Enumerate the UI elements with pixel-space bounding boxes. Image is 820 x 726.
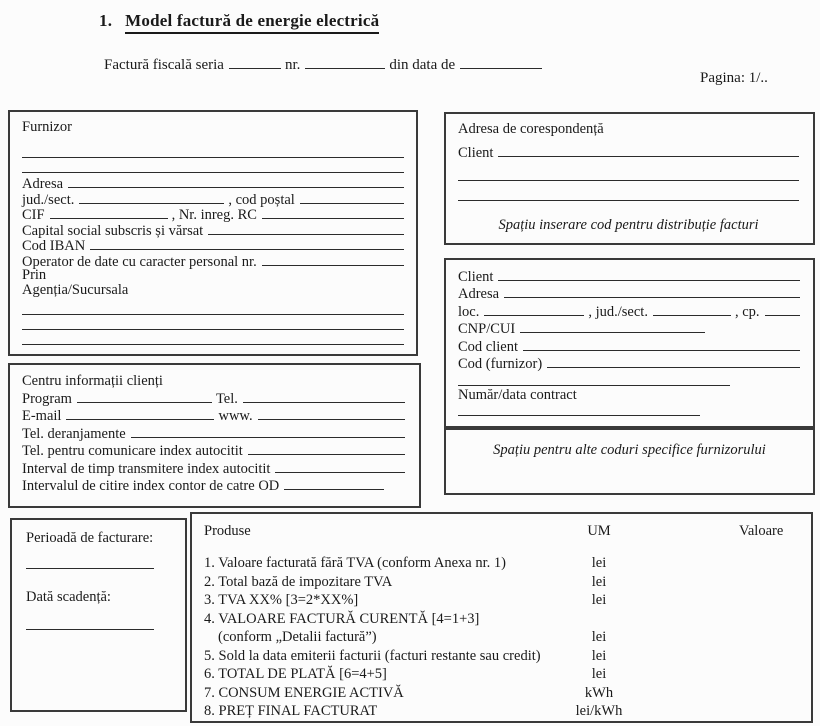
field-label: Perioadă de facturare:: [26, 530, 154, 546]
produse-row: [204, 629, 799, 648]
blank-underline: [284, 476, 384, 490]
blank-underline: [22, 316, 404, 330]
perioada-box-content: [12, 520, 185, 710]
adresa-corespondenta-box: [444, 112, 815, 245]
field-label: Client: [458, 144, 494, 161]
form-line: [22, 144, 404, 159]
form-line: [458, 284, 800, 301]
form-line: [458, 319, 800, 336]
form-line: [26, 589, 171, 605]
form-line: [458, 402, 800, 417]
produse-row-um: lei: [591, 666, 607, 682]
valoare-header: Valoare: [739, 523, 784, 539]
blank-underline: [22, 159, 404, 173]
field-label: din data de: [389, 57, 456, 73]
field-label: Furnizor: [22, 119, 72, 135]
form-line: [22, 301, 404, 316]
spacer: [26, 548, 171, 555]
client-box-content: [446, 260, 813, 426]
produse-row-um: kWh: [584, 684, 614, 701]
form-line: [22, 252, 404, 268]
produse-row-um: lei: [591, 573, 607, 590]
field-label: Centru informații clienți: [22, 373, 163, 389]
produse-row-description: 5. Sold la data emiterii facturii (facturi restante sau credit): [204, 647, 541, 664]
italic-note: Spațiu inserare cod pentru distribuție facturi: [498, 216, 759, 233]
spacer: [22, 134, 404, 144]
blank-underline: [258, 406, 405, 420]
blank-underline: [523, 337, 800, 351]
centru-informatii-clienti-box: [8, 363, 421, 508]
produse-row: [204, 611, 799, 630]
form-line: [458, 167, 799, 182]
form-line: [458, 387, 800, 402]
blank-underline: [90, 236, 404, 250]
invoice-series-line: [104, 55, 584, 74]
furnizor-box-content: [10, 112, 416, 354]
blank-underline: [653, 302, 731, 316]
blank-underline: [26, 616, 154, 630]
field-label: Dată scadență:: [26, 589, 111, 605]
form-line: [458, 143, 799, 161]
blank-underline: [458, 402, 700, 416]
produse-row-description: 1. Valoare facturată fără TVA (conform Anexa nr. 1): [204, 555, 506, 571]
produse-row: [204, 685, 799, 704]
blank-underline: [22, 301, 404, 315]
blank-underline: [22, 331, 404, 345]
field-label: Agenția/Sucursala: [22, 282, 129, 298]
form-line: [458, 187, 799, 202]
form-line: [22, 424, 405, 442]
produse-row: [204, 648, 799, 667]
field-label: Tel. pentru comunicare index autocitit: [22, 443, 243, 460]
perioada-facturare-box: [10, 518, 187, 712]
blank-underline: [68, 174, 404, 188]
blank-underline: [547, 354, 800, 368]
form-line: [22, 316, 404, 331]
form-line: [22, 331, 404, 346]
field-label: , Nr. inreg. RC: [171, 207, 257, 223]
blank-underline: [50, 205, 168, 219]
produse-row: [204, 703, 799, 722]
page-number: Pagina: 1/..: [700, 70, 768, 86]
form-line: [26, 616, 171, 631]
field-label: CNP/CUI: [458, 321, 516, 338]
blank-underline: [305, 55, 385, 69]
field-label: , cod poștal: [228, 191, 295, 208]
produse-row-description: (conform „Detalii factură”): [218, 629, 377, 645]
form-line: [22, 476, 405, 494]
form-line: [22, 441, 405, 459]
spacer: [26, 572, 171, 589]
field-label: Cod IBAN: [22, 238, 86, 254]
blank-underline: [765, 302, 800, 316]
field-label: Număr/data contract: [458, 386, 577, 403]
field-label: CIF: [22, 207, 45, 223]
produse-row-um: lei: [591, 592, 607, 608]
blank-underline: [262, 252, 404, 266]
form-line: [458, 302, 800, 319]
produse-header: Produse: [204, 523, 251, 539]
blank-underline: [300, 190, 404, 204]
coduri-box-content: [446, 430, 813, 493]
client-box: [444, 258, 815, 428]
produse-row-description: 2. Total bază de impozitare TVA: [204, 573, 393, 590]
produse-row-um: lei: [591, 647, 607, 664]
field-label: Cod (furnizor): [458, 356, 543, 373]
produse-row-description: 8. PREȚ FINAL FACTURAT: [204, 703, 378, 719]
blank-underline: [458, 372, 730, 386]
blank-underline: [77, 389, 212, 403]
produse-box: [190, 512, 813, 723]
produse-row: [204, 574, 799, 593]
field-label: Intervalul de citire index contor de catre OD: [22, 478, 280, 495]
blank-underline: [248, 441, 405, 455]
blank-underline: [79, 190, 224, 204]
field-label: , jud./sect.: [588, 303, 648, 320]
form-line: [22, 221, 404, 237]
form-line: [22, 236, 404, 252]
form-line: [26, 530, 171, 546]
blank-underline: [458, 167, 799, 181]
corespondenta-box-content: [446, 114, 813, 243]
form-line: [22, 119, 404, 134]
page-title: [99, 11, 379, 34]
form-line: [22, 373, 405, 389]
field-label: Adresa: [22, 176, 64, 192]
field-label: Adresa: [458, 286, 500, 303]
field-label: loc.: [458, 303, 480, 320]
produse-row-um: lei: [591, 629, 607, 645]
produse-row: [204, 555, 799, 574]
um-header: UM: [587, 523, 611, 539]
blank-underline: [484, 302, 584, 316]
blank-underline: [22, 144, 404, 158]
field-label: jud./sect.: [22, 191, 75, 208]
blank-underline: [504, 284, 800, 298]
form-line: [458, 354, 800, 371]
form-line: [22, 205, 404, 221]
blank-underline: [520, 319, 705, 333]
title-text: Model factură de energie electrică: [125, 11, 379, 34]
produse-rows: [204, 555, 799, 722]
field-label: nr.: [284, 57, 301, 73]
field-label: Interval de timp transmitere index autocitit: [22, 460, 271, 477]
blank-underline: [458, 187, 799, 201]
form-line: [458, 372, 800, 387]
field-label: www.: [218, 408, 253, 425]
form-line: [22, 174, 404, 190]
form-line: [22, 406, 405, 424]
field-label: Adresa de corespondență: [458, 121, 604, 137]
field-label: Client: [458, 269, 494, 285]
field-label: E-mail: [22, 408, 62, 425]
form-line: [26, 555, 171, 570]
furnizor-box: [8, 110, 418, 356]
blank-underline: [243, 389, 405, 403]
centru-box-content: [10, 365, 419, 506]
blank-underline: [229, 55, 281, 69]
blank-underline: [262, 205, 404, 219]
field-label: Tel.: [215, 390, 238, 407]
field-label: Prin: [22, 267, 47, 283]
spacer: [458, 208, 799, 211]
produse-row: [204, 666, 799, 685]
produse-row-description: 3. TVA XX% [3=2*XX%]: [204, 592, 359, 608]
produse-row-description: 4. VALOARE FACTURĂ CURENTĂ [4=1+3]: [204, 610, 480, 627]
form-line: [22, 159, 404, 174]
field-label: Program: [22, 390, 72, 407]
blank-underline: [66, 406, 214, 420]
field-label: Capital social subscris și vărsat: [22, 222, 204, 239]
form-line: [22, 282, 404, 297]
field-label: Operator de date cu caracter personal nr.: [22, 253, 257, 270]
field-label: Factură fiscală seria: [104, 57, 224, 73]
italic-note: Spațiu pentru alte coduri specifice furnizorului: [493, 442, 766, 458]
form-line: [22, 389, 405, 407]
form-line: [22, 459, 405, 477]
blank-underline: [275, 459, 405, 473]
produse-header-row: [204, 523, 799, 541]
field-label: Tel. deranjamente: [22, 425, 126, 442]
blank-underline: [498, 267, 800, 281]
produse-row: [204, 592, 799, 611]
blank-underline: [131, 424, 405, 438]
form-line: [458, 337, 800, 354]
produse-row-description: 6. TOTAL DE PLATĂ [6=4+5]: [204, 666, 387, 682]
form-line: [104, 55, 584, 74]
blank-underline: [460, 55, 542, 69]
blank-underline: [498, 143, 799, 157]
produse-row-um: lei/kWh: [575, 703, 623, 719]
form-line: [22, 190, 404, 206]
produse-box-content: [192, 514, 811, 721]
field-label: , cp.: [734, 303, 760, 320]
title-number: 1.: [99, 11, 113, 30]
field-label: Cod client: [458, 338, 519, 355]
blank-underline: [26, 555, 154, 569]
form-line: [458, 121, 799, 137]
spacer: [26, 607, 171, 616]
blank-underline: [208, 221, 404, 235]
produse-row-description: 7. CONSUM ENERGIE ACTIVĂ: [204, 684, 404, 701]
coduri-specifice-box: [444, 428, 815, 495]
form-line: [22, 267, 404, 282]
produse-row-um: lei: [591, 555, 607, 571]
form-line: [458, 267, 800, 284]
